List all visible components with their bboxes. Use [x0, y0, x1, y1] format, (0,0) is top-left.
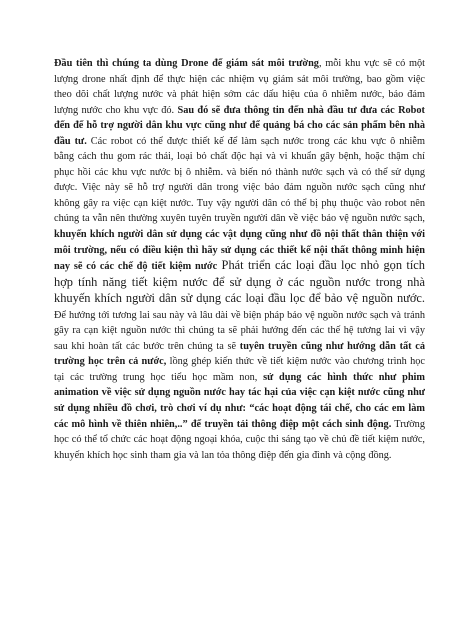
text-bold: khuyến khích người dân sử dụng các vật dụng cũng như đồ nội thất thân thiện với môi trường, nếu có điều kiện thì hãy sử dụng các thiết kế nội thất thông minh hiện nay sẽ có các chế độ tiết kiệm nước: [54, 229, 425, 273]
text-run: lồng ghép kiến thức về tiết kiệm nước vào chương trình học tại các trường trung học tiểu học mầm non,: [54, 356, 425, 383]
text-run: Trường học có thể tổ chức các hoạt động ngoại khóa, cuộc thi sáng tạo về chủ đề tiết kiệm nước, khuyến khích học sinh tham gia và lan tỏa thông điệp đến gia đình và cộng đồng.: [54, 418, 425, 461]
text-run: , mỗi khu vực sẽ có một lượng drone nhất định để thực hiện các nhiệm vụ giám sát môi trường, bao gồm việc theo dõi chất lượng nước và phát hiện sớm các dấu hiệu của ô nhiễm nước, bảo đảm lượng nước cho khu vực đó.: [54, 58, 425, 116]
text-run: Để hướng tới tương lai sau này và lâu dài về biện pháp bảo vệ nguồn nước sạch và tránh gây ra cạn kiệt nguồn nước thì chúng ta sẽ phải hướng đến các thế hệ tương lai vì vậy sau khi hoàn tất các bước trên chúng ta sẽ: [54, 309, 425, 352]
text-run-large: Phát triển các loại đầu lọc nhỏ gọn tích hợp tính năng tiết kiệm nước để sử dụng ở các nguồn nước trong nhà khuyến khích người dân sử dụng các loại đầu lọc để bảo vệ nguồn nước.: [54, 258, 425, 306]
text-bold: sử dụng các hình thức như phim animation về việc sử dụng nguồn nước hay tác hại của việc cạn kiệt nước cũng như sử dụng nhiều đồ chơi, trò chơi ví dụ như: “các hoạt động tái chế, cho các em làm các mô hình về thiên nhiên,..” để truyền tải thông điệp một cách sinh động.: [54, 371, 425, 430]
text-bold: tuyên truyền cũng như hướng dẫn tất cả trường học trên cả nước,: [54, 340, 425, 368]
body-paragraph: [54, 56, 425, 463]
text-bold: Sau đó sẽ đưa thông tin đến nhà đầu tư đưa các Robot đến để hỗ trợ người dân khu vực cũng như để quảng bá cho các sản phẩm bên nhà đầu tư.: [54, 104, 425, 147]
text-bold: Đầu tiên thì chúng ta dùng Drone để giám sát môi trường: [54, 58, 319, 69]
text-run: Các robot có thể được thiết kế để làm sạch nước trong các khu vực ô nhiễm bằng cách thu gom rác thải, loại bỏ chất độc hại và vi khuẩn gây bệnh, hoặc thậm chí phục hồi các khu vực nước bị ô nhiễm. và biến nó thành nước sạch và có thể sử dụng được. Việc này sẽ hỗ trợ người dân trong việc bảo đảm nguồn nước sạch cũng như không gây ra việc cạn kiệt nước. Tuy vậy người dân có thể bị phụ thuộc vào robot nên chúng ta vẫn nên thường xuyên tuyên truyền người dân về việc bảo vệ nguồn nước sạch,: [54, 135, 425, 225]
